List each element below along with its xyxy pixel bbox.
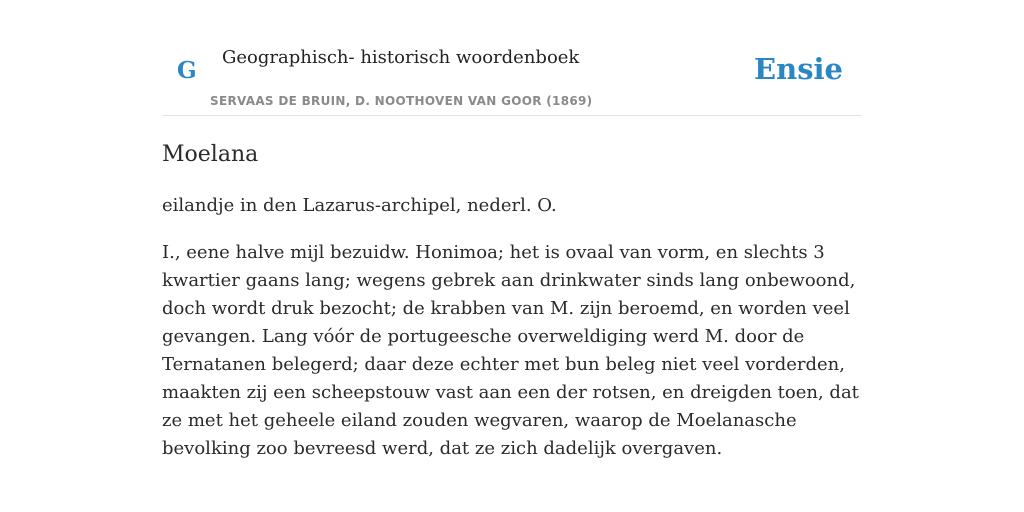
dictionary-header (162, 40, 862, 116)
dictionary-logo[interactable]: G (177, 57, 197, 84)
entry-paragraph-2: I., eene halve mijl bezuidw. Honimoa; het is ovaal van vorm, en slechts 3 kwartier gaans lang; wegens gebrek aan drinkwater sinds lang onbewoond, doch wordt druk bezocht; de krabben van M. zijn beroemd, en worden veel gevangen. Lang vóór de portugeesche overweldiging werd M. door de Ternatanen belegerd; daar deze echter met bun beleg niet veel vorderden, maakten zij een scheepstouw vast aan een der rotsen, en dreigden toen, dat ze met het geheele eiland zouden wegvaren, waarop de Moelanasche bevolking zoo bevreesd werd, dat ze zich dadelijk overgaven. (162, 242, 859, 459)
entry-headword: Moelana (162, 142, 259, 167)
entry-paragraph-1: eilandje in den Lazarus-archipel, nederl. O. (162, 195, 557, 216)
dictionary-authors: SERVAAS DE BRUIN, D. NOOTHOVEN VAN GOOR (1869) (210, 94, 593, 108)
dictionary-title-link[interactable]: Geographisch- historisch woordenboek (222, 47, 580, 68)
ensie-brand-logo[interactable]: Ensie (754, 52, 843, 86)
